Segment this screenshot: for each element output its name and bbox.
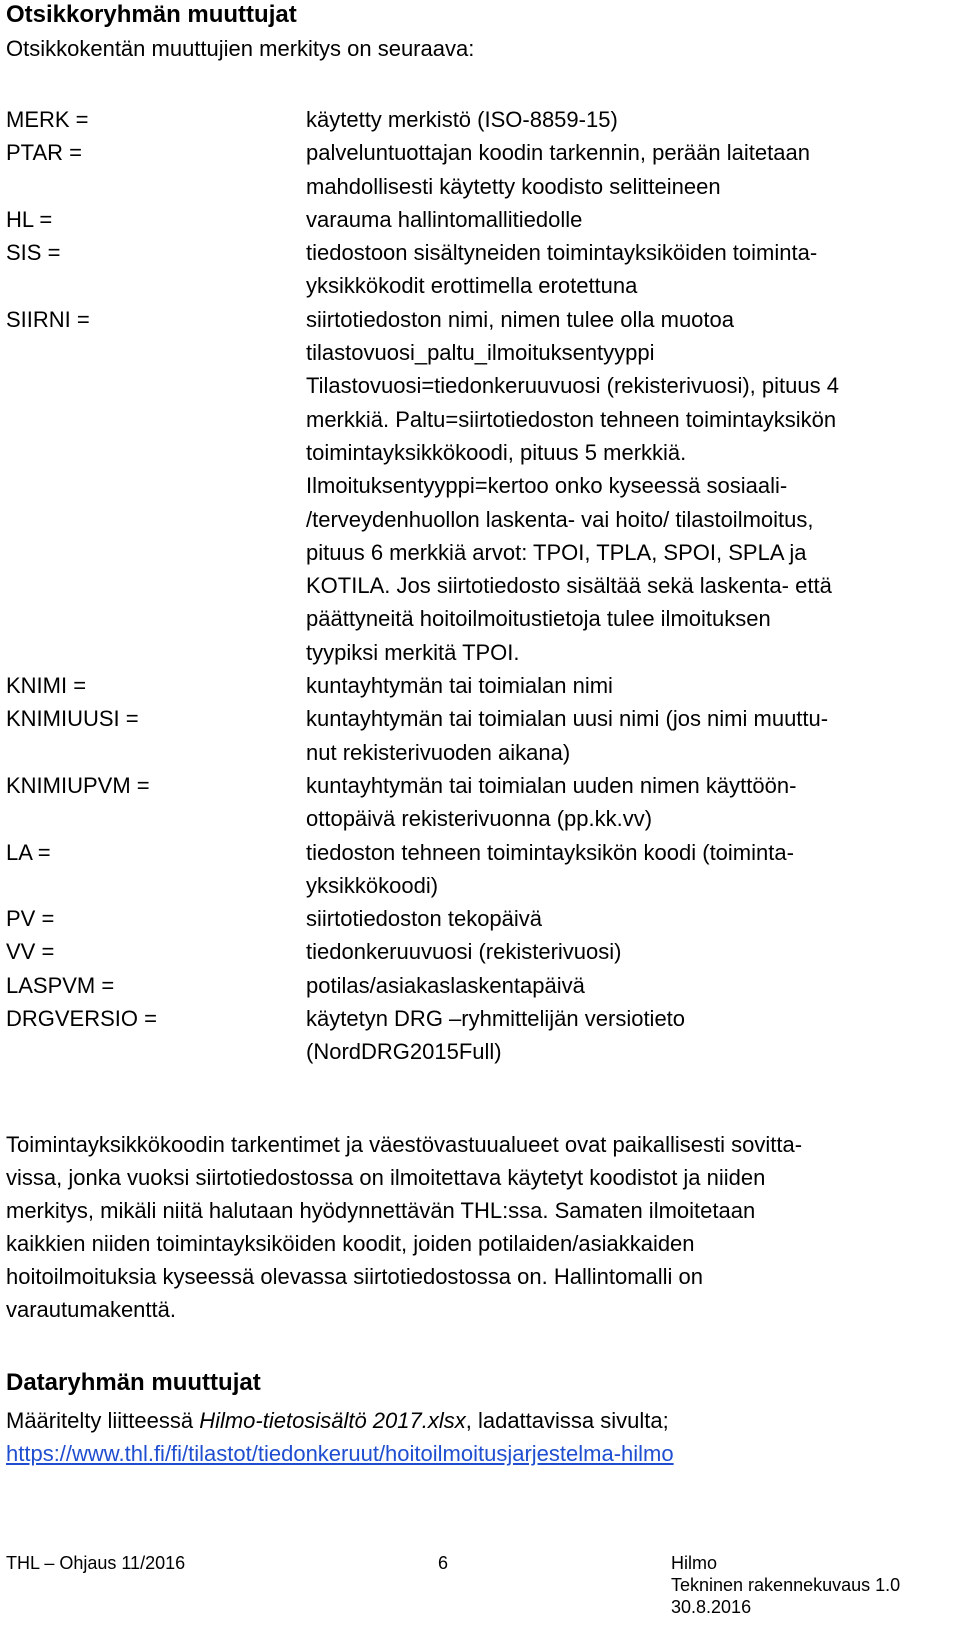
variable-key: LA = (6, 839, 51, 865)
footer-left: THL – Ohjaus 11/2016 (6, 1553, 186, 1573)
variable-description-line: potilas/asiakaslaskentapäivä (306, 972, 585, 998)
variable-description-line: tilastovuosi_paltu_ilmoituksentyyppi (306, 340, 655, 366)
footer-right-line: Hilmo (671, 1553, 718, 1573)
variable-description (306, 969, 928, 1002)
variable-description-line: nut rekisterivuoden aikana) (306, 739, 571, 765)
variable-key: HL = (6, 206, 53, 232)
variable-row (6, 236, 928, 303)
variable-description (306, 103, 928, 136)
data-definition-text (6, 1404, 669, 1437)
variable-description-line: Ilmoituksentyyppi=kertoo onko kyseessä sosiaali- (306, 473, 788, 499)
variable-row (6, 902, 928, 935)
variable-description (306, 702, 928, 769)
variable-description-line: mahdollisesti käytetty koodisto selitteineen (306, 173, 721, 199)
variable-description (306, 303, 928, 669)
variable-row (6, 969, 928, 1002)
paragraph-line: kaikkien niiden toimintayksiköiden koodit, joiden potilaiden/asiakkaiden (6, 1231, 695, 1256)
variable-description-line: siirtotiedoston nimi, nimen tulee olla muotoa (306, 306, 735, 332)
variable-description (306, 203, 928, 236)
footer-page-number: 6 (438, 1553, 449, 1573)
variable-description-line: siirtotiedoston tekopäivä (306, 906, 543, 932)
variable-row (6, 103, 928, 136)
variable-description-line: (NordDRG2015Full) (306, 1039, 502, 1065)
variable-description-line: käytetty merkistö (ISO-8859-15) (306, 107, 618, 132)
variable-row (6, 136, 928, 203)
variable-row (6, 669, 928, 702)
variable-description-line: merkkiä. Paltu=siirtotiedoston tehneen toimintayksikön (306, 406, 837, 432)
variable-description-line: tyypiksi merkitä TPOI. (306, 639, 520, 665)
footer-right (671, 1552, 900, 1618)
footer-right-line: 30.8.2016 (671, 1597, 752, 1617)
data-definition-suffix: , ladattavissa sivulta; (465, 1408, 669, 1433)
variable-description-line: kuntayhtymän tai toimialan nimi (306, 673, 613, 699)
variable-description (306, 935, 928, 968)
variable-description-line: varauma hallintomallitiedolle (306, 206, 583, 232)
paragraph-line: varautumakenttä. (6, 1297, 176, 1322)
variable-description (306, 1002, 928, 1069)
variable-key: KNIMIUPVM = (6, 772, 150, 798)
variable-row (6, 303, 928, 669)
variable-description-line: /terveydenhuollon laskenta- vai hoito/ tilastoilmoitus, (306, 506, 814, 532)
variable-description-line: kuntayhtymän tai toimialan uusi nimi (jos nimi muuttu- (306, 706, 829, 732)
variable-row (6, 702, 928, 769)
variable-description-line: yksikkökoodi) (306, 872, 439, 898)
variable-key: KNIMIUUSI = (6, 706, 139, 732)
variable-description-line: tiedonkeruuvuosi (rekisterivuosi) (306, 939, 622, 965)
variable-description-line: pituus 6 merkkiä arvot: TPOI, TPLA, SPOI, SPLA ja (306, 539, 807, 565)
paragraph-line: Toimintayksikkökoodin tarkentimet ja väestövastuualueet ovat paikallisesti sovitta- (6, 1132, 803, 1157)
variable-row (6, 836, 928, 903)
data-definition-prefix: Määritelty liitteessä (6, 1408, 200, 1433)
variable-row (6, 935, 928, 968)
variable-key: SIS = (6, 240, 61, 266)
variable-key: SIIRNI = (6, 306, 90, 332)
variable-key: VV = (6, 939, 55, 965)
section-heading-data-variables: Dataryhmän muuttujat (6, 1369, 261, 1396)
variable-row (6, 203, 928, 236)
variable-description (306, 669, 928, 702)
variable-key: DRGVERSIO = (6, 1006, 157, 1032)
variable-description-line: tiedoston tehneen toimintayksikön koodi (toiminta- (306, 839, 794, 865)
variable-description-line: ottopäivä rekisterivuonna (pp.kk.vv) (306, 806, 653, 832)
footer-right-line: Tekninen rakennekuvaus 1.0 (671, 1575, 901, 1595)
attachment-filename: Hilmo-tietosisältö 2017.xlsx (199, 1408, 466, 1433)
variable-description-line: käytetyn DRG –ryhmittelijän versiotieto (306, 1006, 686, 1032)
variable-definition-list (6, 103, 928, 1069)
section-heading-header-variables: Otsikkoryhmän muuttujat (6, 1, 297, 28)
variable-key: PV = (6, 906, 55, 932)
variable-row (6, 1002, 928, 1069)
variable-description-line: päättyneitä hoitoilmoitustietoja tulee ilmoituksen (306, 606, 771, 632)
variable-description-line: tiedostoon sisältyneiden toimintayksiköiden toiminta- (306, 240, 818, 266)
variable-description (306, 136, 928, 203)
variable-key: LASPVM = (6, 972, 115, 998)
variable-key: PTAR = (6, 140, 83, 166)
variable-key: MERK = (6, 107, 89, 132)
paragraph-line: hoitoilmoituksia kyseessä olevassa siirtotiedostossa on. Hallintomalli on (6, 1264, 703, 1289)
variable-description-line: Tilastovuosi=tiedonkeruuvuosi (rekisterivuosi), pituus 4 (306, 373, 839, 399)
variable-description-line: KOTILA. Jos siirtotiedosto sisältää sekä laskenta- että (306, 573, 832, 599)
intro-text: Otsikkokentän muuttujien merkitys on seuraava: (6, 36, 475, 61)
explanation-paragraph (6, 1128, 928, 1326)
paragraph-line: vissa, jonka vuoksi siirtotiedostossa on ilmoitettava käytetyt koodistot ja niiden (6, 1165, 766, 1190)
variable-description (306, 769, 928, 836)
variable-description (306, 236, 928, 303)
variable-description (306, 836, 928, 903)
variable-row (6, 769, 928, 836)
thl-hilmo-link[interactable]: https://www.thl.fi/fi/tilastot/tiedonkeruut/hoitoilmoitusjarjestelma-hilmo (6, 1441, 674, 1466)
variable-key: KNIMI = (6, 673, 87, 699)
variable-description-line: kuntayhtymän tai toimialan uuden nimen käyttöön- (306, 772, 797, 798)
paragraph-line: merkitys, mikäli niitä halutaan hyödynnettävän THL:ssa. Samaten ilmoitetaan (6, 1198, 756, 1223)
variable-description-line: palveluntuottajan koodin tarkennin, perään laitetaan (306, 140, 810, 166)
variable-description (306, 902, 928, 935)
variable-description-line: toimintayksikkökoodi, pituus 5 merkkiä. (306, 439, 687, 465)
variable-description-line: yksikkökodit erottimella erotettuna (306, 273, 638, 299)
